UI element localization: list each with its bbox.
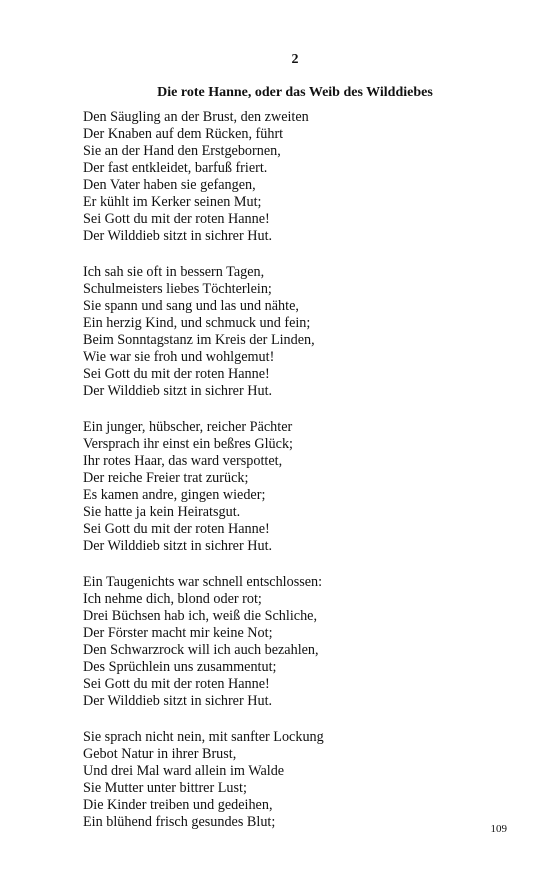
poem-line: Ihr rotes Haar, das ward verspottet, bbox=[83, 453, 283, 469]
poem-line: Es kamen andre, gingen wieder; bbox=[83, 487, 266, 503]
poem-line: Gebot Natur in ihrer Brust, bbox=[83, 746, 237, 762]
poem-line: Der Wilddieb sitzt in sichrer Hut. bbox=[83, 228, 273, 244]
poem-line: Ein junger, hübscher, reicher Pächter bbox=[83, 419, 293, 435]
stanza bbox=[83, 574, 523, 710]
poem-line: Ich nehme dich, blond oder rot; bbox=[83, 591, 262, 607]
stanza bbox=[83, 419, 523, 555]
poem-line: Ich sah sie oft in bessern Tagen, bbox=[83, 264, 265, 280]
poem-line: Sei Gott du mit der roten Hanne! bbox=[83, 366, 270, 382]
poem-line: Den Säugling an der Brust, den zweiten bbox=[83, 109, 309, 125]
poem-line: Versprach ihr einst ein beßres Glück; bbox=[83, 436, 293, 452]
poem-line: Schulmeisters liebes Töchterlein; bbox=[83, 281, 272, 297]
poem-line: Der Wilddieb sitzt in sichrer Hut. bbox=[83, 693, 273, 709]
poem-line: Sei Gott du mit der roten Hanne! bbox=[83, 676, 270, 692]
poem-line: Der Knaben auf dem Rücken, führt bbox=[83, 126, 284, 142]
poem-line: Ein Taugenichts war schnell entschlossen: bbox=[83, 574, 323, 590]
poem-line: Der reiche Freier trat zurück; bbox=[83, 470, 249, 486]
poem-line: Sei Gott du mit der roten Hanne! bbox=[83, 211, 270, 227]
poem-line: Sie spann und sang und las und nähte, bbox=[83, 298, 299, 314]
poem-line: Sie hatte ja kein Heiratsgut. bbox=[83, 504, 241, 520]
poem-line: Des Sprüchlein uns zusammentut; bbox=[83, 659, 277, 675]
stanza bbox=[83, 264, 523, 400]
page-number: 109 bbox=[490, 823, 507, 835]
poem-line: Den Vater haben sie gefangen, bbox=[83, 177, 256, 193]
poem-line: Sie Mutter unter bittrer Lust; bbox=[83, 780, 247, 796]
stanza bbox=[83, 729, 523, 831]
poem-line: Den Schwarzrock will ich auch bezahlen, bbox=[83, 642, 319, 658]
poem-line: Sie an der Hand den Erstgebornen, bbox=[83, 143, 281, 159]
poem-line: Ein herzig Kind, und schmuck und fein; bbox=[83, 315, 311, 331]
poem-title: Die rote Hanne, oder das Weib des Wilddiebes bbox=[157, 85, 433, 100]
poem-line: Und drei Mal ward allein im Walde bbox=[83, 763, 285, 779]
poem-line: Sie sprach nicht nein, mit sanfter Lockung bbox=[83, 729, 324, 745]
poem-body bbox=[83, 109, 523, 850]
poem-line: Ein blühend frisch gesundes Blut; bbox=[83, 814, 276, 830]
poem-line: Drei Büchsen hab ich, weiß die Schliche, bbox=[83, 608, 318, 624]
poem-line: Sei Gott du mit der roten Hanne! bbox=[83, 521, 270, 537]
poem-line: Die Kinder treiben und gedeihen, bbox=[83, 797, 273, 813]
poem-line: Der Förster macht mir keine Not; bbox=[83, 625, 273, 641]
section-number: 2 bbox=[291, 52, 299, 67]
stanza bbox=[83, 109, 523, 245]
poem-line: Wie war sie froh und wohlgemut! bbox=[83, 349, 275, 365]
poem-line: Der fast entkleidet, barfuß friert. bbox=[83, 160, 268, 176]
poem-line: Der Wilddieb sitzt in sichrer Hut. bbox=[83, 383, 273, 399]
poem-line: Er kühlt im Kerker seinen Mut; bbox=[83, 194, 262, 210]
poem-line: Der Wilddieb sitzt in sichrer Hut. bbox=[83, 538, 273, 554]
poem-line: Beim Sonntagstanz im Kreis der Linden, bbox=[83, 332, 315, 348]
